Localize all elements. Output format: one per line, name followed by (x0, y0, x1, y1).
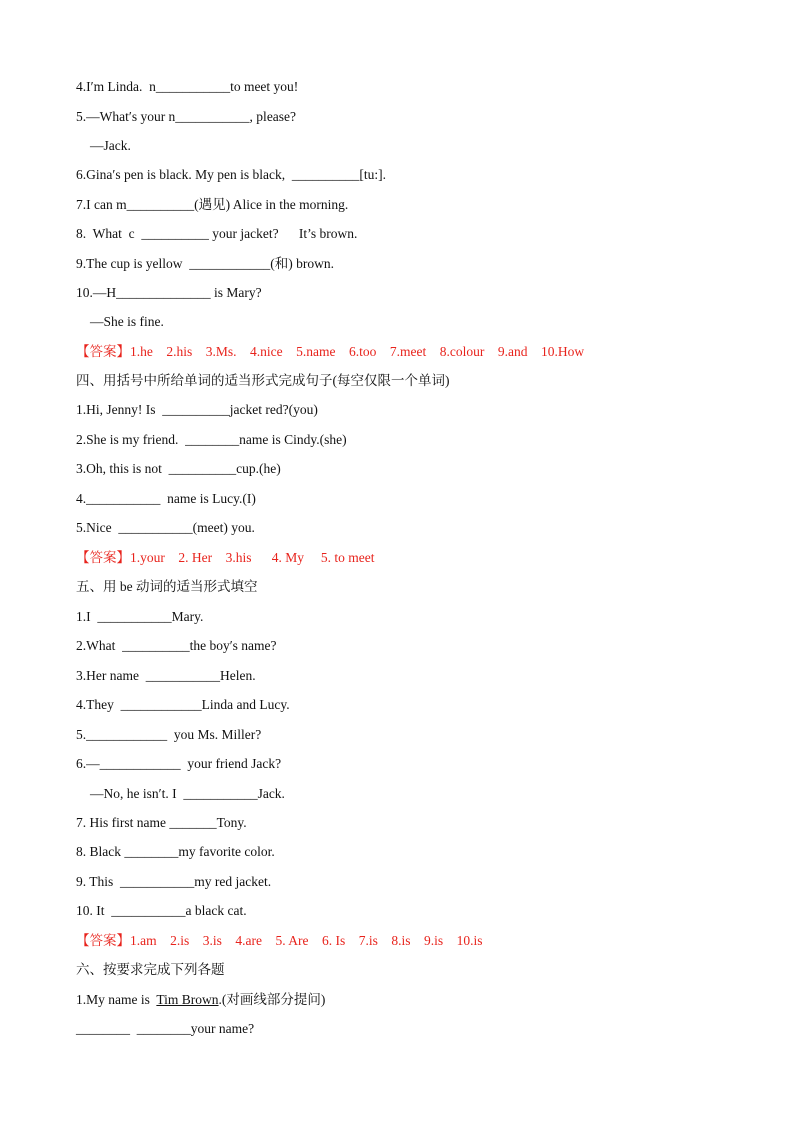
answer-key: 【答案】1.your 2. Her 3.his 4. My 5. to meet (76, 550, 375, 565)
question-line: 8. What c __________ your jacket? It’s brown. (76, 226, 358, 241)
question-line: 7. His first name _______Tony. (76, 815, 247, 830)
question-line: 6.—____________ your friend Jack? (76, 756, 282, 771)
question-suffix: .(对画线部分提问) (218, 992, 326, 1007)
question-line: 10. It ___________a black cat. (76, 903, 247, 918)
question-line: 3.Her name ___________Helen. (76, 668, 256, 683)
question-line: 4.I′m Linda. n___________to meet you! (76, 79, 299, 94)
answer-key: 【答案】1.am 2.is 3.is 4.are 5. Are 6. Is 7.is 8.is 9.is 10.is (76, 933, 483, 948)
question-line: 9. This ___________my red jacket. (76, 874, 272, 889)
question-line: 6.Gina′s pen is black. My pen is black, __________[tu:]. (76, 167, 387, 182)
question-line: 3.Oh, this is not __________cup.(he) (76, 461, 281, 476)
question-line: 5.____________ you Ms. Miller? (76, 727, 262, 742)
question-line: 1.Hi, Jenny! Is __________jacket red?(you) (76, 402, 318, 417)
question-line: 7.I can m__________(遇见) Alice in the morning. (76, 197, 349, 212)
section-title: 五、用 be 动词的适当形式填空 (76, 579, 258, 594)
question-line: 5.—What′s your n___________, please? (76, 109, 297, 124)
question-line: —Jack. (90, 138, 131, 153)
question-line: 5.Nice ___________(meet) you. (76, 520, 255, 535)
question-prefix: 1.My name is (76, 992, 157, 1007)
section-title: 六、按要求完成下列各题 (76, 962, 225, 977)
answer-key: 【答案】1.he 2.his 3.Ms. 4.nice 5.name 6.too 7.meet 8.colour 9.and 10.How (76, 344, 585, 359)
underlined-phrase: Tim Brown (156, 992, 219, 1007)
question-line: —She is fine. (90, 314, 164, 329)
question-line: 9.The cup is yellow ____________(和) brown. (76, 256, 334, 271)
question-line: 8. Black ________my favorite color. (76, 844, 275, 859)
section-title: 四、用括号中所给单词的适当形式完成句子(每空仅限一个单词) (76, 373, 450, 388)
question-line: 4.They ____________Linda and Lucy. (76, 697, 290, 712)
answer-blank-line: ________ ________your name? (76, 1021, 255, 1036)
question-line: 10.—H______________ is Mary? (76, 285, 262, 300)
question-line: —No, he isn′t. I ___________Jack. (90, 786, 285, 801)
question-line: 2.What __________the boy′s name? (76, 638, 277, 653)
question-line: 2.She is my friend. ________name is Cindy.(she) (76, 432, 347, 447)
question-line: 4.___________ name is Lucy.(I) (76, 491, 256, 506)
question-line (76, 991, 325, 1009)
question-line: 1.I ___________Mary. (76, 609, 204, 624)
